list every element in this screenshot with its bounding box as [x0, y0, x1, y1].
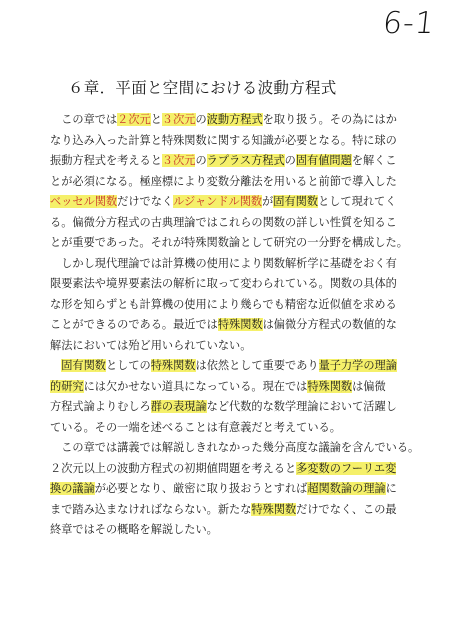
text-line [50, 500, 402, 521]
text-segment: は偏微分方程式の数値的な [262, 318, 397, 331]
text-line [50, 274, 402, 295]
text-line [50, 233, 408, 254]
text-segment: なり込み入った計算と特殊関数に関する知識が必要となる。特に球の [50, 133, 397, 147]
highlighted-term: ルジャンドル関数 [173, 195, 263, 208]
highlighted-term: 固有関数 [273, 195, 319, 208]
text-line [50, 110, 402, 131]
text-segment: この章では [50, 113, 118, 126]
text-line [50, 131, 402, 152]
text-segment: の [284, 154, 296, 167]
highlighted-term: 特殊関数 [251, 502, 297, 516]
text-line [50, 192, 402, 213]
text-line [50, 377, 402, 398]
text-segment: 解法においては殆ど用いられていない。 [50, 338, 252, 352]
text-line [50, 151, 402, 172]
highlighted-term: 多変数のフーリエ変 [296, 461, 397, 475]
highlighted-term: 的研究 [50, 379, 84, 393]
text-segment: な形を知らずとも計算機の使用により幾らでも精密な近似値を求める [50, 297, 397, 311]
text-segment: だけでなく [117, 195, 174, 208]
text-segment [50, 359, 61, 372]
text-line [50, 356, 402, 377]
text-segment: が [262, 195, 274, 208]
text-segment: 限要素法や境界要素法の解析に取って変わられている。関数の具体的 [50, 277, 397, 290]
text-line [50, 520, 402, 541]
text-line [50, 172, 402, 193]
text-segment: しかし現代理論では計算機の使用により関数解析学に基礎をおく有 [50, 256, 397, 270]
text-segment: は偏微 [352, 379, 386, 393]
text-segment: など代数的な数学理論において活躍し [206, 400, 397, 413]
highlighted-term: 量子力学の理論 [318, 359, 397, 372]
text-line [50, 397, 402, 418]
highlighted-term: 換の議論 [50, 482, 95, 495]
highlighted-term: ２次元 [117, 113, 151, 126]
text-segment: としての [105, 359, 151, 372]
text-segment: を解くこ [351, 154, 397, 167]
highlighted-term: 特殊関数 [217, 318, 263, 331]
text-segment: とが必須になる。極座標により変数分離法を用いると前節で導入した [50, 174, 397, 188]
highlighted-term: 超関数論の理論 [307, 482, 386, 495]
highlighted-term: 波動方程式 [206, 113, 263, 126]
text-segment: と [150, 113, 162, 126]
text-line [50, 315, 402, 336]
text-line [50, 213, 402, 234]
text-segment: る。偏微分方程式の古典理論ではこれらの関数の詳しい性質を知るこ [50, 215, 397, 229]
text-line [50, 459, 402, 480]
text-line [50, 479, 402, 500]
text-line [50, 295, 402, 316]
text-line [50, 254, 402, 275]
text-segment: まで踏み込まなければならない。新たな [50, 502, 252, 516]
text-segment: 方程式論よりむしろ [50, 400, 151, 413]
text-line [50, 438, 420, 459]
text-segment: の [195, 154, 207, 167]
text-segment: として現れてく [318, 195, 397, 208]
highlighted-term: 特殊関数 [150, 359, 196, 372]
highlighted-term: ベッセル関数 [50, 195, 118, 208]
text-segment: が必要となり、厳密に取り扱おうとすれば [94, 482, 308, 495]
text-segment: 終章ではその概略を解説したい。 [50, 523, 218, 536]
text-segment: 振動方程式を考えると [50, 154, 162, 167]
highlighted-term: 特殊関数 [307, 379, 353, 393]
text-segment: を取り扱う。その為にはか [262, 113, 397, 126]
text-segment: ことができるのである。最近では [50, 318, 218, 331]
body-text [50, 110, 420, 541]
page-number: 6-1 [381, 6, 437, 41]
text-segment: には欠かせない道具になっている。現在では [83, 379, 308, 393]
text-segment: ２次元以上の波動方程式の初期値問題を考えると [50, 461, 297, 475]
text-line [50, 418, 402, 439]
highlighted-term: ラプラス方程式 [206, 154, 285, 167]
text-segment: の [195, 113, 207, 126]
text-segment: この章では講義では解説しきれなかった幾分高度な議論を含んでいる。 [50, 441, 420, 454]
highlighted-term: ３次元 [161, 113, 196, 126]
text-line [50, 336, 402, 357]
text-segment: とが重要であった。それが特殊関数論として研究の一分野を構成した。 [50, 236, 408, 249]
text-segment: に [385, 482, 397, 495]
highlighted-term: ３次元 [161, 154, 196, 167]
highlighted-term: 固有関数 [61, 359, 106, 372]
highlighted-term: 固有値問題 [295, 154, 352, 167]
highlighted-term: 群の表現論 [150, 400, 207, 413]
chapter-title: ６章．平面と空間における波動方程式 [68, 79, 337, 97]
text-segment: ている。その一端を述べることは有意義だと考えている。 [50, 420, 341, 434]
text-segment: だけでなく、この最 [296, 502, 397, 516]
text-segment: は依然として重要であり [195, 359, 319, 372]
